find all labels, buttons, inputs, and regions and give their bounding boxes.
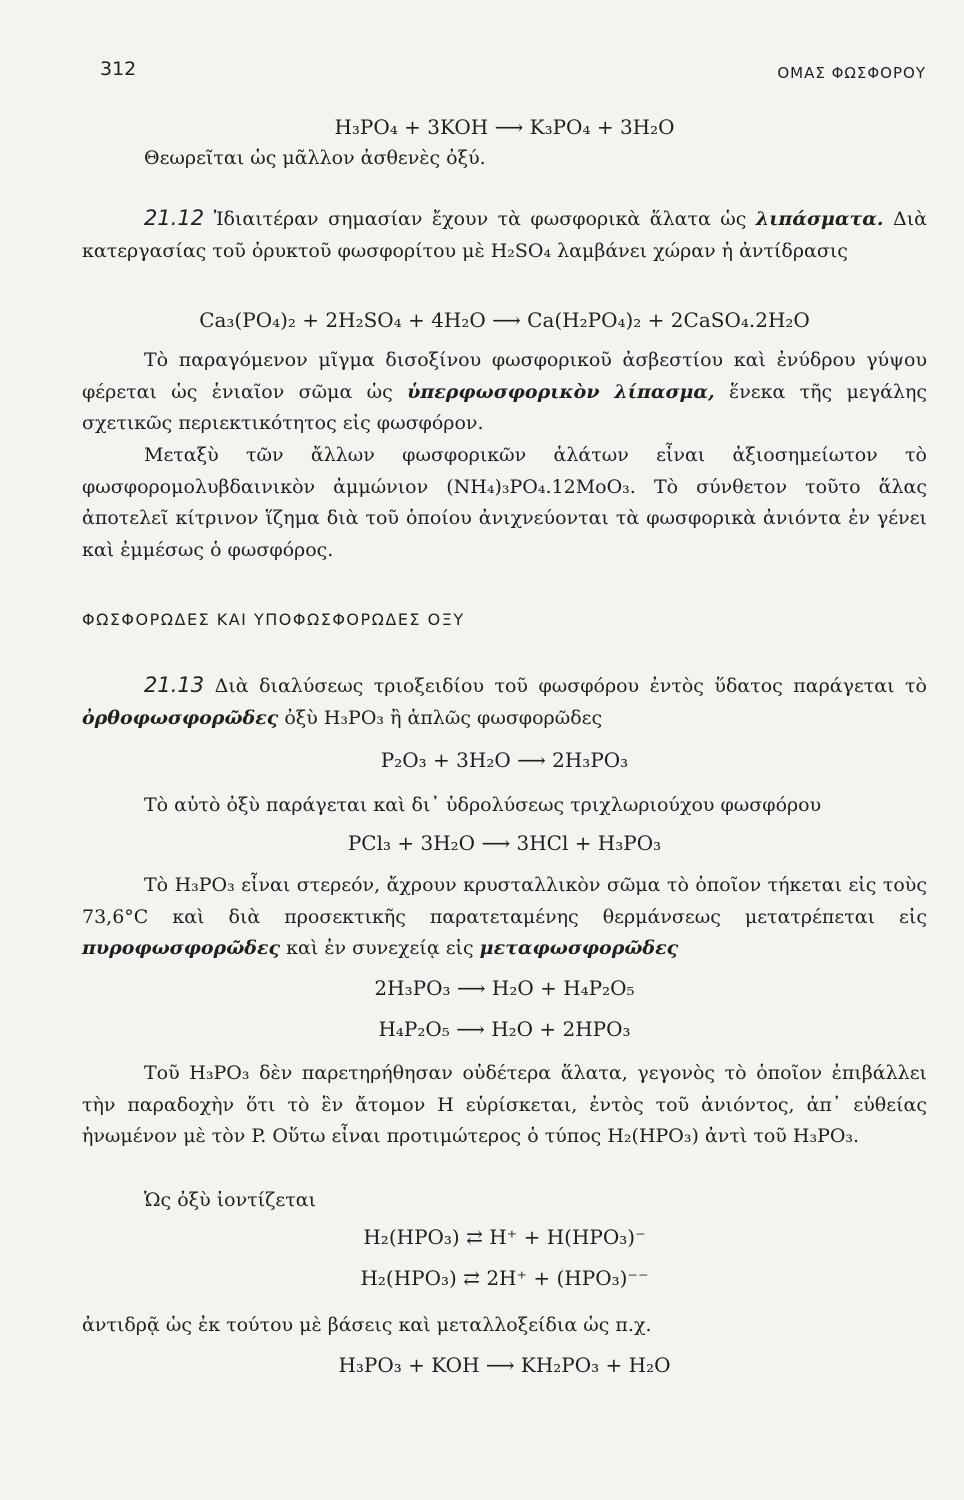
eq-arrow: ⇄ [463,1266,480,1290]
eq-arrow: ⟶ [517,748,546,772]
eq-arrow: ⟶ [456,1017,485,1041]
eq-lhs: H₄P₂O₅ [378,1017,450,1041]
eq-rhs: KH₂PO₃ + H₂O [520,1353,671,1377]
eq-rhs: Ca(H₂PO₄)₂ + 2CaSO₄.2H₂O [527,308,810,332]
eq-lhs: H₃PO₄ + 3KOH [334,115,489,139]
eq-lhs: H₂(HPO₃) [360,1266,457,1290]
equation-4 [82,828,927,858]
section-number: 21.12 [144,206,205,230]
equation-8 [82,1263,927,1293]
eq-rhs: 2H⁺ + (HPO₃)⁻⁻ [486,1266,649,1290]
emphasis-term: λιπάσματα. [755,208,884,230]
equation-9 [82,1350,927,1380]
equation-5 [82,973,927,1003]
eq-arrow: ⇄ [466,1225,483,1249]
eq-arrow: ⟶ [481,831,511,855]
paragraph-hydrolysis: Τὸ αὐτὸ ὀξὺ παράγεται καὶ δι᾽ ὑδρολύσεως τριχλωριούχου φωσφόρου [144,794,822,816]
paragraph-reacts: ἀντιδρᾷ ὡς ἐκ τούτου μὲ βάσεις καὶ μεταλλοξείδια ὡς π.χ. [82,1314,652,1336]
emphasis-term: ὀρθοφωσφορῶδες [82,706,279,729]
emphasis-term: μεταφωσφορῶδες [479,937,679,959]
eq-lhs: 2H₃PO₃ [374,976,451,1000]
section-heading: ΦΩΣΦΟΡΩΔΕΣ ΚΑΙ ΥΠΟΦΩΣΦΟΡΩΔΕΣ ΟΞΥ [82,610,465,629]
eq-rhs: K₃PO₄ + 3H₂O [529,115,675,139]
eq-arrow: ⟶ [494,115,524,139]
eq-lhs: H₃PO₃ + KOH [338,1353,480,1377]
running-head: ΟΜΑΣ ΦΩΣΦΟΡΟΥ [777,64,926,82]
paragraph-structure: Τοῦ H₃PO₃ δὲν παρετηρήθησαν οὐδέτερα ἅλατα, γεγονὸς τὸ ὁποῖον ἐπιβάλλει τὴν παραδοχὴν ὅτι τὸ ἓν ἄτομον H εὑρίσκεται, ἐντὸς τοῦ ἀνιόντος, ἀπ᾽ εὐθείας ἡνωμένον μὲ τὸν P. Οὕτω εἶναι προτιμώτερος ὁ τύπος H₂(HPO₃) ἀντὶ τοῦ H₃PO₃. [82,1062,927,1147]
section-number: 21.13 [144,673,205,697]
eq-lhs: P₂O₃ + 3H₂O [380,748,511,772]
equation-6 [82,1014,927,1044]
paragraph-properties: Τὸ H₃PO₃ εἶναι στερεόν, ἄχρουν κρυσταλλικὸν σῶμα τὸ ὁποῖον τήκεται εἰς τοὺς 73,6°C καὶ διὰ προσεκτικῆς παρατεταμένης θερμάνσεως μετατρέπεται εἰς πυροφωσφορῶδες καὶ ἐν συνεχείᾳ εἰς μεταφωσφορῶδες [82,874,927,959]
eq-lhs: Ca₃(PO₄)₂ + 2H₂SO₄ + 4H₂O [199,308,486,332]
paragraph-ionization: Ὡς ὀξὺ ἰοντίζεται [144,1189,317,1211]
eq-rhs: H⁺ + H(HPO₃)⁻ [489,1225,646,1249]
eq-lhs: H₂(HPO₃) [363,1225,460,1249]
eq-rhs: 3HCl + H₃PO₃ [516,831,662,855]
page-number: 312 [100,58,137,80]
eq-rhs: 2H₃PO₃ [552,748,629,772]
section-21-12-paragraph: 21.12 Ἰδιαιτέραν σημασίαν ἔχουν τὰ φωσφορικὰ ἅλατα ὡς λιπάσματα. Διὰ κατεργασίας τοῦ ὀρυκτοῦ φωσφορίτου μὲ H₂SO₄ λαμβάνει χώραν ἡ ἀντίδρασις [82,206,927,262]
eq-arrow: ⟶ [456,976,486,1000]
eq-lhs: PCl₃ + 3H₂O [347,831,476,855]
paragraph-superphosphate: Τὸ παραγόμενον μῖγμα δισοξίνου φωσφορικοῦ ἀσβεστίου καὶ ἐνύδρου γύψου φέρεται ὡς ἑνιαῖον σῶμα ὡς ὑπερφωσφορικὸν λίπασμα, ἕνεκα τῆς μεγάλης σχετικῶς περιεκτικότητος εἰς φωσφόρον. [82,349,927,434]
paragraph-weak-acid: Θεωρεῖται ὡς μᾶλλον ἀσθενὲς ὀξύ. [144,147,486,169]
equation-7 [82,1222,927,1252]
equation-3 [82,745,927,775]
eq-rhs: H₂O + 2HPO₃ [491,1017,631,1041]
eq-arrow: ⟶ [492,308,521,332]
emphasis-term: ὑπερφωσφορικὸν λίπασμα, [407,380,715,403]
equation-1 [82,112,927,142]
equation-2 [82,305,927,335]
section-21-13-paragraph: 21.13 Διὰ διαλύσεως τριοξειδίου τοῦ φωσφόρου ἐντὸς ὕδατος παράγεται τὸ ὀρθοφωσφορῶδες ὀξὺ H₃PO₃ ἢ ἁπλῶς φωσφορῶδες [82,673,927,729]
paragraph-phosphomolybdate: Μεταξὺ τῶν ἄλλων φωσφορικῶν ἁλάτων εἶναι ἀξιοσημείωτον τὸ φωσφορομολυβδαινικὸν ἀμμώνιον (NH₄)₃PO₄.12MoO₃. Τὸ σύνθετον τοῦτο ἅλας ἀποτελεῖ κίτρινον ἵζημα διὰ τοῦ ὁποίου ἀνιχνεύονται τὰ φωσφορικὰ ἀνιόντα ἐν γένει καὶ ἐμμέσως ὁ φωσφόρος. [82,444,927,561]
eq-rhs: H₂O + H₄P₂O₅ [491,976,635,1000]
emphasis-term: πυροφωσφορῶδες [82,937,281,959]
eq-arrow: ⟶ [485,1353,515,1377]
